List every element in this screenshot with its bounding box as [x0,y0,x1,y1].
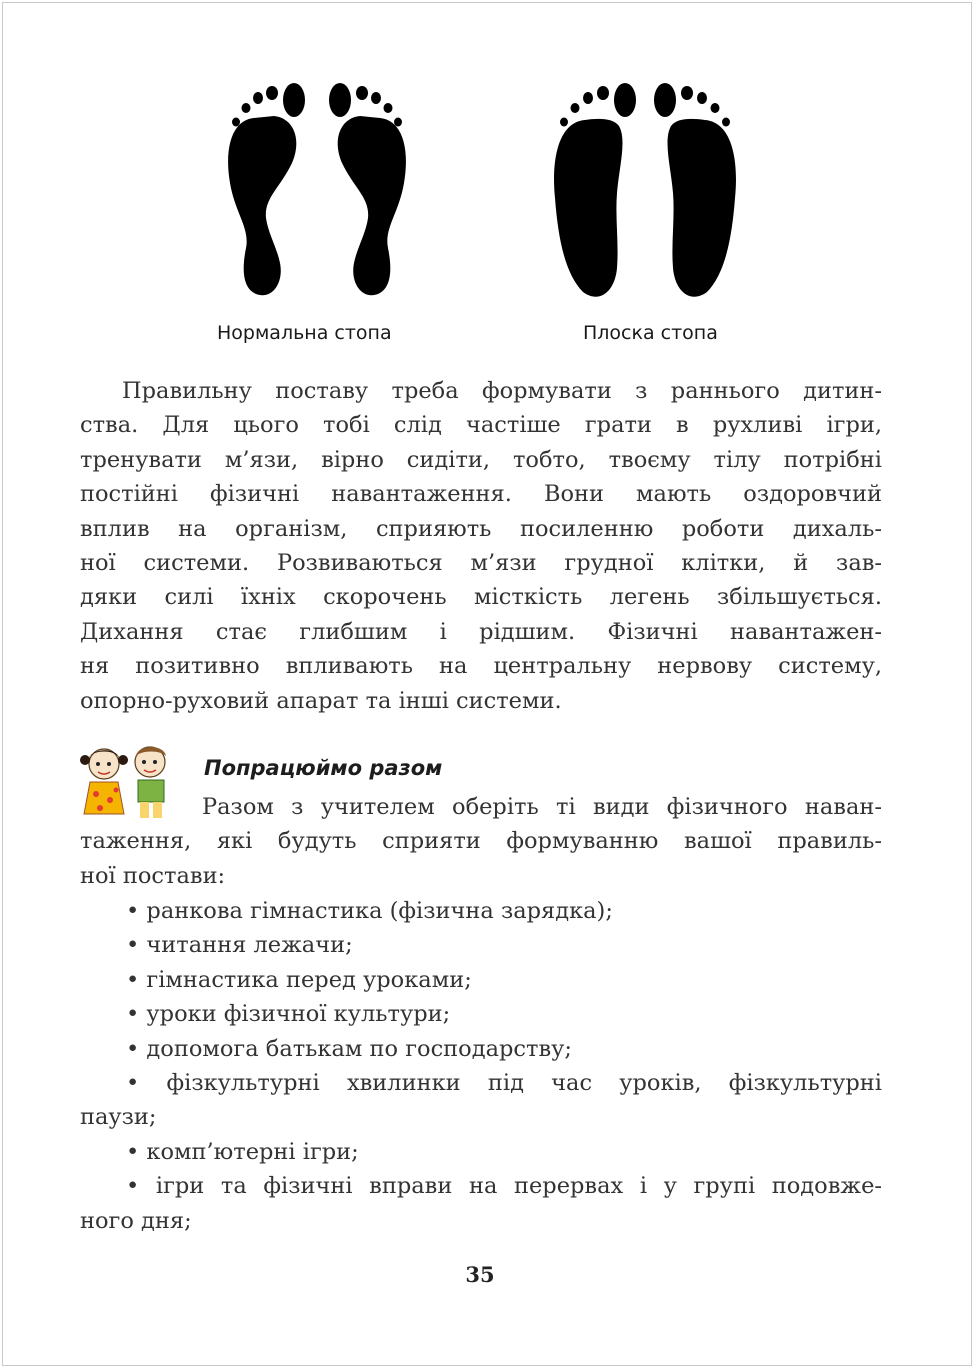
list-item: • читання лежачи; [126,932,353,959]
list-item: • комп’ютерні ігри; [126,1138,359,1165]
paragraph-line: постійні фізичні навантаження. Вони мають оздоровчий [80,481,882,508]
list-item: • гімнастика перед уроками; [126,966,472,993]
list-item: • допомога батькам по господарству; [126,1035,572,1062]
list-item: • ігри та фізичні вправи на перервах і у групі подовже- [126,1173,882,1200]
section-title: Попрацюймо разом [204,756,443,780]
paragraph-line: ної системи. Розвиваються м’язи грудної клітки, й зав- [80,549,882,576]
intro-line: ної постави: [80,862,226,889]
list-item: • уроки фізичної культури; [126,1001,451,1028]
normal-footprints-image [222,78,412,300]
paragraph-line: ня позитивно впливають на центральну нервову систему, [80,653,882,680]
list-item-continuation: ного дня; [80,1207,192,1234]
paragraph-line: тренувати м’язи, вірно сидіти, тобто, твоєму тілу потрібні [80,446,882,473]
intro-line: Разом з учителем оберіть ті види фізичного наван- [202,794,882,820]
paragraph-line: ства. Для цього тобі слід частіше грати в рухливі ігри, [80,412,882,439]
paragraph-line: дяки силі їхніх скорочень місткість легень збільшується. [80,584,882,611]
list-item: • фізкультурні хвилинки під час уроків, фізкультурні [126,1069,882,1096]
list-item: • ранкова гімнастика (фізична зарядка); [126,898,613,924]
flat-foot-caption: Плоска стопа [583,322,718,344]
normal-foot-caption: Нормальна стопа [217,322,392,344]
paragraph-line: вплив на організм, сприяють посиленню роботи дихаль- [80,515,882,542]
intro-line: таження, які будуть сприяти формуванню вашої правиль- [80,828,882,855]
flat-footprints-image [545,78,745,300]
paragraph-line: опорно-руховий апарат та інші системи. [80,687,562,714]
paragraph-line: Дихання стає глибшим і рідшим. Фізичні навантажен- [80,618,882,645]
page-number: 35 [465,1262,495,1287]
paragraph-line: Правильну поставу треба формувати з раннього дитин- [122,378,882,404]
posture-paragraph [80,374,882,718]
list-item-continuation: паузи; [80,1104,157,1131]
section-intro [80,790,882,893]
activity-list [80,894,882,1238]
